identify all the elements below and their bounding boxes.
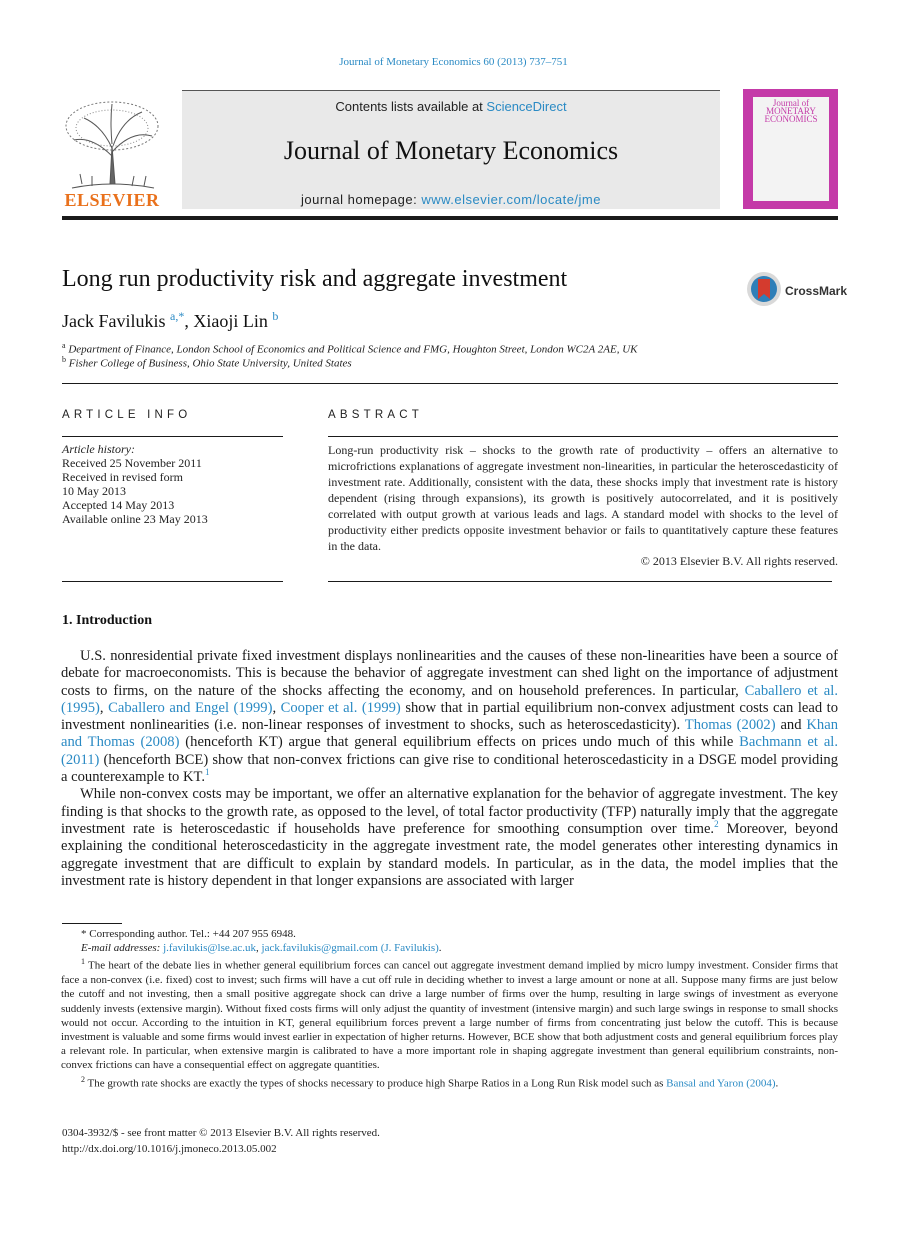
text-run: . — [438, 942, 442, 955]
citation-link[interactable]: Bansal and Yaron (2004) — [666, 1077, 776, 1090]
text-run: . — [775, 1077, 779, 1090]
history-line: Available online 23 May 2013 — [62, 511, 208, 526]
homepage-line — [182, 192, 720, 207]
affiliation-text: Fisher College of Business, Ohio State University, United States — [68, 357, 352, 370]
elsevier-wordmark: ELSEVIER — [64, 190, 160, 210]
footnote — [61, 1073, 838, 1091]
text-run: Moreover, beyond explaining the conditional heteroscedasticity in the aggregate investment rate, the model generates other interesting dynamics in aggregate investment that are difficult to explain by standard models. In particular, as in the data, the model implies that the investment rate is history dependent in that longer expansions are associated with larger — [61, 820, 838, 889]
article-info-heading: ARTICLE INFO — [62, 409, 192, 421]
crossmark-label[interactable]: CrossMark — [785, 284, 848, 298]
divider — [62, 436, 283, 437]
divider — [328, 581, 832, 582]
crossmark-icon[interactable] — [746, 271, 782, 307]
body-text — [61, 648, 838, 890]
text-run: , — [256, 942, 262, 955]
paragraph — [61, 648, 838, 786]
homepage-link[interactable]: www.elsevier.com/locate/jme — [421, 192, 601, 207]
footnote-number: 2 — [81, 1074, 85, 1084]
affiliation-mark: b — [62, 355, 66, 364]
affiliation-mark: a — [62, 341, 66, 350]
cover-title: Journal of MONETARY ECONOMICS — [764, 98, 818, 124]
abstract-text: Long-run productivity risk – shocks to the growth rate of productivity – offers an alternative to microfrictions explanations of aggregate investment non-linearities, in particular the heteroscedasticity of investment rate. Additionally, consistent with the data, these shocks imply that investment rate is history dependent (rising through expansions), its growth is positively autocorrelated, and it is positively correlated with output growth at various leads and lags. A standard model with shocks to the level of productivity either predicts opposite investment behavior or fails to quantitatively capture these features in the data. — [328, 443, 838, 553]
footnotes — [61, 927, 838, 1091]
text-run: (henceforth BCE) show that non-convex frictions can give rise to conditional heteroscedasticity in a DSGE model providing a counterexample to KT. — [61, 751, 838, 786]
journal-name: Journal of Monetary Economics — [283, 136, 619, 165]
email-note — [61, 941, 838, 955]
text-run: , — [99, 699, 109, 716]
citation-link[interactable]: Caballero et al. (1995) — [61, 682, 838, 716]
journal-cover-thumbnail[interactable] — [743, 89, 838, 209]
citation-link[interactable]: Bachmann et al. (2011) — [61, 734, 838, 768]
author-affiliation-marks[interactable]: b — [272, 309, 279, 323]
text-run: (henceforth KT) argue that general equilibrium effects on prices undo much of this while — [179, 734, 740, 751]
citation-link[interactable]: Cooper et al. (1999) — [280, 699, 401, 716]
citation-link[interactable]: Caballero and Engel (1999) — [108, 699, 273, 716]
doi-link[interactable]: http://dx.doi.org/10.1016/j.jmoneco.2013.05.002 — [62, 1142, 277, 1155]
article-history — [62, 443, 208, 526]
contents-prefix: Contents lists available at — [335, 99, 487, 114]
author-separator: , — [184, 311, 194, 331]
text-run: U.S. nonresidential private fixed investment displays nonlinearities and the causes of these non-linearities have been a source of debate for macroeconomists. This is because the behavior of aggregate investment can shed light on the importance of adjustment costs to firms, on the nature of the shocks affecting the economy, and on household preferences. In particular, — [61, 648, 838, 699]
abstract-heading: ABSTRACT — [328, 409, 423, 421]
footnote-text: The heart of the debate lies in whether general equilibrium forces can cancel out aggregate investment demand implied by micro lumpy investment. Consider firms that face a non-convex (i.e. fixed) cost to invest; such firms will have a cut off rule in deciding whether to invest a large amount or none at all. Suppose many firms are just below the cutoff and not investing, then a small positive aggregate shock can drive a large number of firms over the hump, resulting in large swings of investment as everyone suddenly invests (extensive margin). Without fixed costs firms will only adjust the quantity of investment (intensive margin) and such large swings in response to small shocks would not occur. According to the intuition in KT, general equilibrium forces prevent a large number of firms from concentrating just below the cutoff. This is because investment is valuable and some firms would invest earlier in expectation of higher returns. However, BCE show that both adjustment costs and general equilibrium forces play a relevant role. In particular, when extensive margin is calibrated to have a more important role in shaping aggregate investment than general equilibrium constraints, non-convex frictions can have a consequential effect on aggregate quantities. — [61, 960, 838, 1072]
history-line: Received 25 November 2011 — [62, 455, 202, 470]
publication-info — [62, 1126, 380, 1157]
text-run: , — [272, 699, 281, 716]
affiliation — [62, 355, 352, 370]
email-label: E-mail addresses: — [81, 942, 164, 955]
divider — [62, 383, 838, 384]
footnote-marker[interactable]: 1 — [205, 767, 210, 778]
author-list — [62, 309, 278, 332]
paragraph — [61, 786, 838, 890]
history-line: Accepted 14 May 2013 — [62, 497, 175, 512]
contents-line — [182, 99, 720, 114]
article-title: Long run productivity risk and aggregate investment — [62, 266, 568, 292]
email-link[interactable]: j.favilukis@lse.ac.uk — [163, 942, 257, 955]
footnote-rule — [62, 923, 122, 924]
homepage-prefix: journal homepage: — [301, 192, 422, 207]
footnote-number: 1 — [81, 957, 85, 967]
citation-link[interactable]: Khan and Thomas (2008) — [61, 717, 839, 751]
affiliation — [62, 341, 637, 356]
abstract-copyright: © 2013 Elsevier B.V. All rights reserved. — [640, 554, 838, 568]
text-run: and — [775, 717, 807, 734]
affiliation-text: Department of Finance, London School of Economics and Political Science and FMG, Houghton Street, London WC2A 2AE, UK — [68, 343, 638, 356]
author-affiliation-marks[interactable]: a,* — [170, 309, 185, 323]
email-link[interactable]: jack.favilukis@gmail.com (J. Favilukis) — [261, 942, 439, 955]
citation-link[interactable]: Thomas (2002) — [684, 717, 776, 734]
footnote-marker[interactable]: 2 — [714, 819, 719, 830]
section-heading: 1. Introduction — [62, 613, 152, 628]
footnote — [61, 955, 838, 1072]
author-name[interactable]: Jack Favilukis — [62, 311, 166, 331]
divider — [328, 436, 838, 437]
author-name[interactable]: Xiaoji Lin — [193, 311, 268, 331]
text-run: show that in partial equilibrium non-convex adjustment costs can lead to investment nonlinearities (i.e. non-linear responses of investment to shocks, such as heteroscedasticity). — [61, 699, 839, 734]
footnote-text: The growth rate shocks are exactly the types of shocks necessary to produce high Sharpe Ratios in a Long Run Risk model such as — [85, 1077, 667, 1090]
divider — [62, 581, 283, 582]
history-line: Received in revised form — [62, 469, 183, 484]
history-line: 10 May 2013 — [62, 483, 126, 498]
header-rule — [62, 216, 838, 220]
journal-citation[interactable]: Journal of Monetary Economics 60 (2013) 737–751 — [339, 56, 568, 68]
issn-line: 0304-3932/$ - see front matter © 2013 Elsevier B.V. All rights reserved. — [62, 1127, 380, 1139]
corresponding-author-note: * Corresponding author. Tel.: +44 207 955 6948. — [81, 928, 296, 940]
text-run: While non-convex costs may be important, we offer an alternative explanation for the behavior of aggregate investment. The key finding is that shocks to the growth rate, as opposed to the level, of total factor productivity (TFP) naturally imply that the aggregate investment rate is heteroscedastic if households have preference for smoothing consumption over time. — [61, 786, 838, 837]
sciencedirect-link[interactable]: ScienceDirect — [486, 99, 567, 114]
history-label: Article history: — [62, 442, 135, 456]
